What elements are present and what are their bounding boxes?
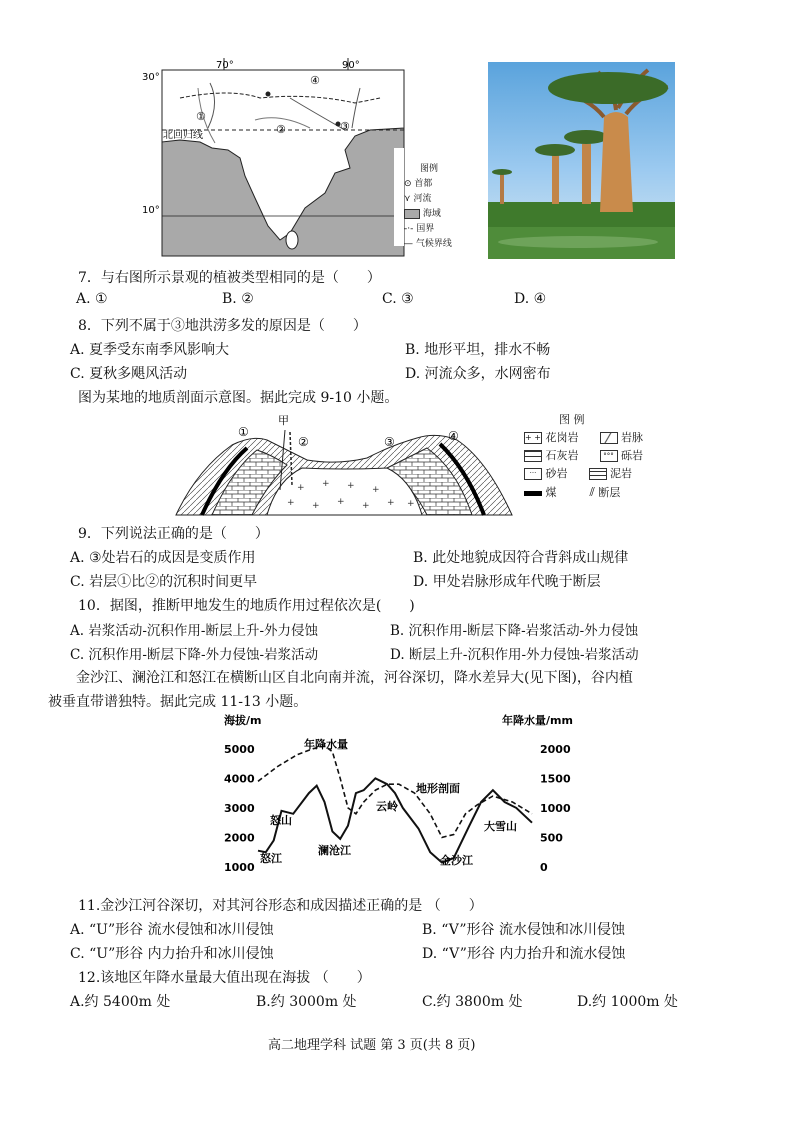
legend-coal: 煤 bbox=[545, 486, 557, 499]
coal-swatch-icon bbox=[524, 491, 542, 496]
ytick-right-3: 500 bbox=[540, 831, 563, 845]
geo-mark-1: ① bbox=[238, 425, 249, 439]
q9-option-c[interactable]: C. 岩层①比②的沉积时间更早 bbox=[70, 574, 258, 590]
q9-option-b[interactable]: B. 此处地貌成因符合背斜成山规律 bbox=[413, 550, 629, 566]
q11-option-d[interactable]: D. “V”形谷 内力抬升和流水侵蚀 bbox=[422, 946, 626, 962]
q7-option-a[interactable]: A. ① bbox=[76, 291, 108, 307]
legend-border: 国界 bbox=[416, 224, 435, 234]
svg-text:+: + bbox=[372, 485, 380, 495]
legend-fault: 断层 bbox=[598, 486, 621, 499]
q10-stem: 10．据图，推断甲地发生的地质作用过程依次是( ) bbox=[78, 598, 415, 614]
q9-option-d[interactable]: D. 甲处岩脉形成年代晚于断层 bbox=[413, 574, 601, 590]
svg-text:+: + bbox=[287, 498, 295, 508]
svg-text:+: + bbox=[312, 501, 320, 511]
q8-option-d[interactable]: D. 河流众多，水网密布 bbox=[405, 366, 551, 382]
ytick-right-4: 0 bbox=[540, 861, 548, 874]
label-nujiang: 怒江 bbox=[260, 852, 282, 865]
ytick-left-3: 2000 bbox=[224, 831, 255, 845]
q8-stem: 8．下列不属于③地洪涝多发的原因是（ ） bbox=[78, 318, 367, 334]
q11-stem: 11.金沙江河谷深切，对其河谷形态和成因描述正确的是 （ ） bbox=[78, 898, 483, 914]
lat-10-label: 10° bbox=[142, 205, 160, 216]
q7-option-c[interactable]: C. ③ bbox=[382, 291, 414, 307]
label-yunling: 云岭 bbox=[376, 800, 398, 813]
mudstone-swatch-icon bbox=[589, 468, 607, 480]
chart-ylabel-right: 年降水量/mm bbox=[502, 714, 573, 727]
baobab-photo bbox=[488, 62, 675, 259]
border-line-icon: -·- bbox=[404, 224, 417, 234]
geo-mark-4: ④ bbox=[448, 429, 459, 443]
map-mark-1: ① bbox=[196, 110, 206, 123]
q11-option-a[interactable]: A. “U”形谷 流水侵蚀和冰川侵蚀 bbox=[70, 922, 274, 938]
intro-9-10: 图为某地的地质剖面示意图。据此完成 9-10 小题。 bbox=[78, 390, 399, 406]
climate-line-icon: — bbox=[404, 239, 416, 249]
svg-text:+: + bbox=[362, 501, 370, 511]
legend-sea: 海域 bbox=[422, 209, 441, 219]
legend-conglomerate: 砾岩 bbox=[621, 449, 643, 462]
q10-option-d[interactable]: D. 断层上升-沉积作用-外力侵蚀-岩浆活动 bbox=[390, 647, 639, 663]
geo-mark-3: ③ bbox=[384, 435, 395, 449]
legend-sandstone: 砂岩 bbox=[545, 467, 568, 480]
q7-stem: 7．与右图所示景观的植被类型相同的是（ ） bbox=[78, 270, 381, 286]
intro-11-13-line1: 金沙江、澜沧江和怒江在横断山区自北向南并流，河谷深切，降水差异大(见下图)，谷内植 bbox=[76, 670, 633, 686]
label-jinshajiang: 金沙江 bbox=[440, 854, 473, 867]
svg-text:+: + bbox=[347, 481, 355, 491]
q12-stem: 12.该地区年降水量最大值出现在海拔 （ ） bbox=[78, 970, 371, 986]
legend-river: 河流 bbox=[413, 194, 432, 204]
tropic-label: 北回归线 bbox=[163, 130, 203, 141]
label-precipitation: 年降水量 bbox=[304, 738, 348, 751]
label-daxueshan: 大雪山 bbox=[484, 820, 517, 833]
lat-30-label: 30° bbox=[142, 72, 160, 83]
label-lancangjiang: 澜沧江 bbox=[318, 844, 351, 857]
geo-mark-2: ② bbox=[298, 435, 309, 449]
q11-option-c[interactable]: C. “U”形谷 内力抬升和冰川侵蚀 bbox=[70, 946, 274, 962]
geo-legend bbox=[524, 411, 659, 502]
map-legend bbox=[404, 162, 484, 252]
q8-option-a[interactable]: A. 夏季受东南季风影响大 bbox=[70, 342, 230, 358]
svg-text:+: + bbox=[297, 483, 305, 493]
south-asia-map bbox=[140, 58, 410, 264]
granite-swatch-icon: + + bbox=[525, 433, 541, 442]
capital-icon: ⊙ bbox=[404, 179, 415, 189]
limestone-swatch-icon bbox=[524, 450, 542, 462]
sea-swatch-icon bbox=[404, 209, 420, 219]
conglomerate-swatch-icon: °°° bbox=[600, 450, 618, 462]
ytick-right-2: 1000 bbox=[540, 801, 571, 815]
q11-option-b[interactable]: B. “V”形谷 流水侵蚀和冰川侵蚀 bbox=[422, 922, 625, 938]
legend-granite: 花岗岩 bbox=[545, 431, 579, 444]
ytick-left-0: 5000 bbox=[224, 742, 255, 756]
intro-11-13-line2: 被垂直带谱独特。据此完成 11-13 小题。 bbox=[48, 694, 308, 710]
map-mark-2: ② bbox=[276, 123, 286, 136]
geologic-section-diagram bbox=[172, 410, 522, 520]
river-icon: ⋎ bbox=[404, 194, 414, 204]
chart-ylabel-left: 海拔/m bbox=[224, 714, 262, 727]
q8-option-b[interactable]: B. 地形平坦，排水不畅 bbox=[405, 342, 551, 358]
legend-mudstone: 泥岩 bbox=[610, 467, 632, 480]
q10-option-b[interactable]: B. 沉积作用-断层下降-岩浆活动-外力侵蚀 bbox=[390, 623, 639, 639]
ytick-right-0: 2000 bbox=[540, 742, 571, 756]
dike-swatch-icon bbox=[600, 432, 618, 444]
geo-legend-title: 图 例 bbox=[559, 413, 585, 426]
q12-option-c[interactable]: C.约 3800m 处 bbox=[422, 994, 523, 1010]
svg-text:+: + bbox=[407, 499, 415, 509]
q10-option-a[interactable]: A. 岩浆活动-沉积作用-断层上升-外力侵蚀 bbox=[70, 623, 319, 639]
lon-90-label: 90° bbox=[342, 60, 360, 71]
geo-jia-label: 甲 bbox=[278, 414, 289, 427]
svg-text:+: + bbox=[322, 479, 330, 489]
fault-swatch-icon: ⫽ bbox=[589, 485, 595, 499]
q9-option-a[interactable]: A. ③处岩石的成因是变质作用 bbox=[70, 550, 256, 566]
q7-option-b[interactable]: B. ② bbox=[222, 291, 254, 307]
legend-climate: 气候界线 bbox=[415, 239, 452, 249]
q12-option-a[interactable]: A.约 5400m 处 bbox=[70, 994, 171, 1010]
sandstone-swatch-icon: ··· bbox=[524, 468, 542, 480]
q9-stem: 9．下列说法正确的是（ ） bbox=[78, 526, 269, 542]
ytick-right-1: 1500 bbox=[540, 772, 571, 786]
q8-option-c[interactable]: C. 夏秋多飓风活动 bbox=[70, 366, 188, 382]
label-nushan: 怒山 bbox=[270, 814, 292, 827]
legend-capital: 首都 bbox=[414, 179, 433, 189]
ytick-left-4: 1000 bbox=[224, 861, 255, 874]
map-mark-3: ③ bbox=[340, 120, 350, 133]
q12-option-b[interactable]: B.约 3000m 处 bbox=[256, 994, 357, 1010]
svg-text:+: + bbox=[337, 497, 345, 507]
map-mark-4: ④ bbox=[310, 74, 320, 87]
legend-dike: 岩脉 bbox=[621, 431, 643, 444]
ytick-left-1: 4000 bbox=[224, 772, 255, 786]
terrain-precip-chart bbox=[222, 712, 582, 874]
q12-option-d[interactable]: D.约 1000m 处 bbox=[577, 994, 678, 1010]
ytick-left-2: 3000 bbox=[224, 801, 255, 815]
lon-70-label: 70° bbox=[216, 60, 234, 71]
q10-option-c[interactable]: C. 沉积作用-断层下降-外力侵蚀-岩浆活动 bbox=[70, 647, 319, 663]
q7-option-d[interactable]: D. ④ bbox=[514, 291, 547, 307]
svg-text:+: + bbox=[387, 498, 395, 508]
page-footer: 高二地理学科 试题 第 3 页(共 8 页) bbox=[268, 1038, 476, 1053]
label-terrain: 地形剖面 bbox=[416, 782, 460, 795]
legend-limestone: 石灰岩 bbox=[545, 449, 579, 462]
map-legend-title-text: 图例 bbox=[420, 164, 439, 174]
